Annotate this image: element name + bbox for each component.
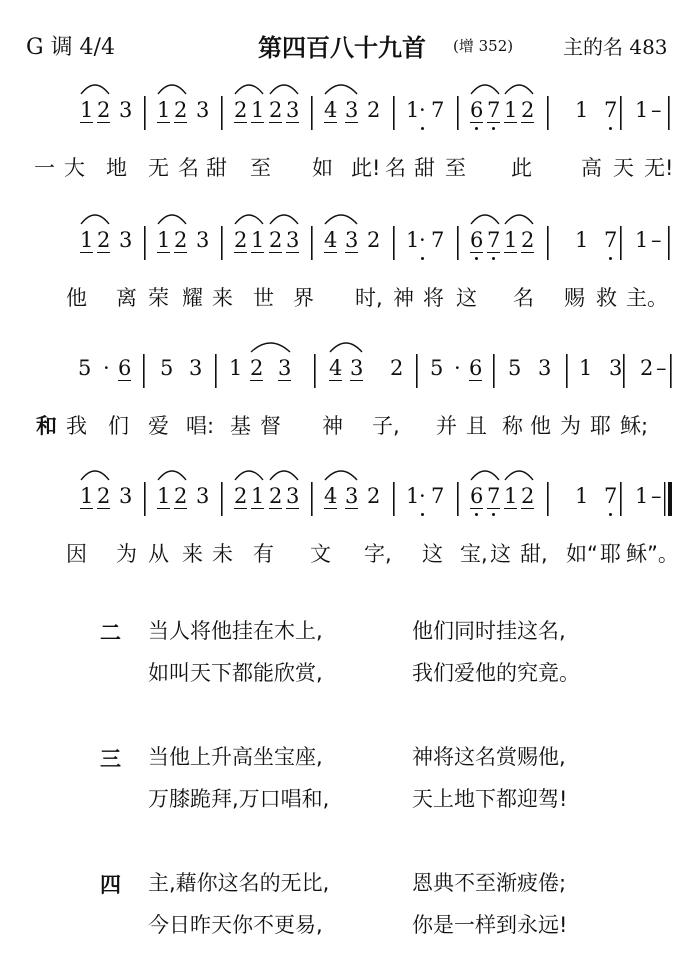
note: 1 (575, 484, 589, 508)
barline (670, 354, 672, 388)
note: 1 (406, 228, 420, 252)
note: 1 (80, 484, 94, 508)
note: 1 (575, 228, 589, 252)
note: 1 (157, 228, 171, 252)
barline (457, 226, 459, 260)
barline (566, 354, 568, 388)
note: 2 (367, 484, 381, 508)
verse-number: 二 (100, 621, 121, 645)
slur (158, 85, 186, 94)
lyric-syllable: 甜 (206, 156, 227, 180)
note: 6 (470, 98, 483, 123)
lyric-syllable: 神 (322, 414, 343, 438)
lyric-syllable: 他 (66, 286, 87, 310)
lyric-syllable: 文 (310, 542, 331, 566)
note: 3 (609, 356, 623, 380)
barline (620, 96, 622, 130)
lyric-syllable: 耀 (182, 286, 203, 310)
slur (471, 215, 499, 224)
barline (144, 226, 146, 260)
verse-number: 四 (100, 873, 121, 897)
lyric-syllable: 名 (385, 156, 406, 180)
note: 3 (196, 228, 210, 252)
verse-line: 我们爱他的究竟。 (412, 661, 580, 685)
lyric-syllable: 世 (253, 286, 274, 310)
note: 3 (345, 484, 359, 508)
extension-dash: – (656, 356, 667, 380)
note: 2 (269, 228, 283, 252)
extension-dash: – (651, 228, 662, 252)
lyric-syllable: 此! (351, 156, 381, 180)
note: 1 (504, 98, 518, 122)
note: 5 (508, 356, 522, 380)
lyric-syllable: 爱 (148, 414, 169, 438)
lyric-syllable: 如 (312, 156, 333, 180)
note: 2 (367, 98, 381, 122)
barline (623, 354, 625, 388)
dotted-rhythm: · (419, 98, 426, 122)
lyric-syllable: 我 (66, 414, 87, 438)
barline (393, 226, 395, 260)
note: 1 (579, 356, 593, 380)
verse-line: 当他上升高坐宝座, (148, 745, 323, 769)
note: 2 (269, 98, 283, 122)
note: 1 (504, 484, 518, 508)
slur (330, 343, 362, 352)
note: 2 (174, 484, 188, 508)
lyric-syllable: 主。 (626, 286, 668, 310)
slur (471, 471, 499, 480)
lyric-syllable: 字, (364, 542, 392, 566)
note: 3 (119, 228, 133, 252)
note: 5 (430, 356, 444, 380)
barline (144, 482, 146, 516)
note: 3 (538, 356, 552, 380)
verse-line: 主,藉你这名的无比, (148, 871, 330, 895)
note: 1 (406, 484, 420, 508)
lyric-syllable: 至 (250, 156, 271, 180)
verse-line: 天上地下都迎驾! (412, 787, 568, 811)
note: 3 (286, 98, 300, 122)
lyric-syllable: 名 (178, 156, 199, 180)
barline (143, 354, 145, 388)
slur (471, 85, 499, 94)
lyric-syllable: 甜 (414, 156, 435, 180)
note: 1 (504, 228, 518, 252)
slur (81, 85, 109, 94)
verse-line: 今日昨天你不更易, (148, 913, 323, 937)
slur (270, 471, 298, 480)
lyric-syllable: 界 (293, 286, 314, 310)
barline (311, 96, 313, 130)
lyric-syllable: 救 (596, 286, 617, 310)
note: 2 (174, 98, 188, 122)
note: 3 (119, 98, 133, 122)
verse-line: 如叫天下都能欣赏, (148, 661, 323, 685)
note: 3 (345, 98, 359, 122)
lyric-syllable: 他 (530, 414, 551, 438)
note: 7 (487, 484, 500, 509)
note: 2 (97, 484, 111, 508)
note: 1 (635, 484, 649, 508)
lyric-syllable: 且 (466, 414, 487, 438)
note: 2 (250, 356, 264, 380)
note: 2 (521, 484, 535, 508)
barline (664, 482, 665, 516)
slur (235, 85, 263, 94)
lyric-syllable: 名 (513, 286, 534, 310)
verse-number: 三 (100, 747, 121, 771)
barline (620, 226, 622, 260)
lyric-syllable: 时, (355, 286, 383, 310)
slur (81, 471, 109, 480)
note: 6 (118, 356, 132, 380)
note: 3 (345, 228, 359, 252)
barline (547, 226, 549, 260)
slur (325, 215, 357, 224)
note: 1 (229, 356, 243, 380)
note: 1 (251, 484, 265, 508)
note: 2 (234, 484, 248, 508)
lyric-syllable: 离 (116, 286, 137, 310)
lyric-syllable: 和 (36, 414, 57, 438)
note: 1 (635, 228, 649, 252)
barline (221, 96, 223, 130)
lyric-syllable: 子, (372, 414, 400, 438)
note: 3 (286, 228, 300, 252)
verse-line: 当人将他挂在木上, (148, 619, 323, 643)
barline (547, 96, 549, 130)
lyric-syllable: 耶 (600, 542, 621, 566)
barline (221, 226, 223, 260)
lyric-syllable: 并 (436, 414, 457, 438)
note: 2 (521, 98, 535, 122)
lyric-syllable: 从 (148, 542, 169, 566)
lyric-syllable: 荣 (148, 286, 169, 310)
barline (668, 96, 670, 130)
note: 2 (367, 228, 381, 252)
slur (505, 85, 533, 94)
barline (457, 482, 459, 516)
lyric-syllable: 无! (644, 156, 674, 180)
slur (505, 215, 533, 224)
slur (235, 471, 263, 480)
note: 4 (324, 98, 338, 122)
lyric-syllable: 唱: (186, 414, 215, 438)
lyric-syllable: 称 (502, 414, 523, 438)
barline (311, 226, 313, 260)
dotted-rhythm: · (419, 228, 426, 252)
slur (158, 215, 186, 224)
lyric-syllable: 因 (66, 542, 87, 566)
slur (325, 85, 357, 94)
note: 2 (97, 98, 111, 122)
note: 1 (406, 98, 420, 122)
note: 5 (78, 356, 92, 380)
note: 2 (521, 228, 535, 252)
lyric-syllable: 甜, (520, 542, 548, 566)
lyric-syllable: 高 (581, 156, 602, 180)
note: 6 (470, 228, 483, 253)
lyric-syllable: 来 (182, 542, 203, 566)
lyric-syllable: 至 (445, 156, 466, 180)
note: 1 (635, 98, 649, 122)
verse-line: 万膝跪拜,万口唱和, (148, 787, 330, 811)
verse-line: 恩典不至渐疲倦; (412, 871, 567, 895)
book-reference: (增 352) (453, 37, 514, 55)
lyric-syllable: 一 (34, 156, 55, 180)
lyric-syllable: 地 (106, 156, 127, 180)
slur (270, 85, 298, 94)
lyric-syllable: 如“ (566, 542, 598, 566)
slur (81, 215, 109, 224)
note: 2 (269, 484, 283, 508)
note: 4 (324, 228, 338, 252)
note: 7 (604, 228, 617, 252)
note: 3 (350, 356, 364, 380)
slur (235, 215, 263, 224)
lyric-syllable: 为 (560, 414, 581, 438)
barline (393, 96, 395, 130)
lyric-syllable: 天 (613, 156, 634, 180)
dotted-rhythm: · (454, 356, 461, 380)
note: 7 (487, 98, 500, 123)
slur (325, 471, 357, 480)
lyric-syllable: 们 (108, 414, 129, 438)
lyric-syllable: 神 (393, 286, 414, 310)
lyric-syllable: 将 (423, 286, 444, 310)
barline (144, 96, 146, 130)
slur (251, 343, 290, 352)
lyric-syllable: 大 (64, 156, 85, 180)
note: 3 (278, 356, 292, 380)
slur (158, 471, 186, 480)
barline (457, 96, 459, 130)
extension-dash: – (651, 98, 662, 122)
note: 1 (575, 98, 589, 122)
note: 7 (487, 228, 500, 253)
lyric-syllable: 来 (212, 286, 233, 310)
lyric-syllable: 未 (212, 542, 233, 566)
note: 7 (431, 484, 445, 508)
barline (215, 354, 217, 388)
lyric-syllable: 基 (230, 414, 251, 438)
barline (221, 482, 223, 516)
extension-dash: – (651, 484, 662, 508)
barline (620, 482, 622, 516)
slur (505, 471, 533, 480)
barline (668, 226, 670, 260)
note: 1 (157, 484, 171, 508)
verse-line: 神将这名赏赐他, (412, 745, 566, 769)
note: 2 (390, 356, 404, 380)
note: 2 (234, 98, 248, 122)
lyric-syllable: 稣; (620, 414, 649, 438)
barline (393, 482, 395, 516)
lyric-syllable: 稣”。 (626, 542, 679, 566)
lyric-syllable: 耶 (590, 414, 611, 438)
lyric-syllable: 赐 (564, 286, 585, 310)
note: 3 (196, 484, 210, 508)
note: 2 (234, 228, 248, 252)
verse-line: 他们同时挂这名, (412, 619, 566, 643)
lyric-syllable: 这 (422, 542, 443, 566)
barline (314, 354, 316, 388)
note: 6 (469, 356, 483, 380)
note: 7 (431, 98, 445, 122)
lyric-syllable: 无 (148, 156, 169, 180)
dotted-rhythm: · (419, 484, 426, 508)
lyric-syllable: 这 (490, 542, 511, 566)
note: 2 (174, 228, 188, 252)
note: 1 (80, 228, 94, 252)
note: 7 (431, 228, 445, 252)
final-barline (668, 482, 672, 516)
lyric-syllable: 此 (511, 156, 532, 180)
barline (493, 354, 495, 388)
note: 6 (470, 484, 483, 509)
note: 3 (189, 356, 203, 380)
note: 2 (97, 228, 111, 252)
note: 3 (286, 484, 300, 508)
barline (311, 482, 313, 516)
tune-name: 主的名 483 (563, 35, 668, 59)
note: 4 (329, 356, 343, 380)
note: 5 (160, 356, 174, 380)
note: 1 (80, 98, 94, 122)
lyric-syllable: 有 (253, 542, 274, 566)
note: 4 (324, 484, 338, 508)
slur (270, 215, 298, 224)
note: 3 (196, 98, 210, 122)
note: 1 (251, 98, 265, 122)
note: 7 (604, 98, 617, 122)
lyric-syllable: 这 (456, 286, 477, 310)
note: 3 (119, 484, 133, 508)
barline (416, 354, 418, 388)
lyric-syllable: 为 (116, 542, 137, 566)
note: 2 (640, 356, 654, 380)
hymn-title: 第四百八十九首 (258, 34, 426, 62)
lyric-syllable: 宝, (460, 542, 488, 566)
lyric-syllable: 督 (260, 414, 281, 438)
dotted-rhythm: · (103, 356, 110, 380)
note: 1 (157, 98, 171, 122)
verse-line: 你是一样到永远! (412, 913, 568, 937)
note: 7 (604, 484, 617, 508)
note: 1 (251, 228, 265, 252)
barline (547, 482, 549, 516)
key-signature: G 调 4/4 (26, 35, 115, 60)
